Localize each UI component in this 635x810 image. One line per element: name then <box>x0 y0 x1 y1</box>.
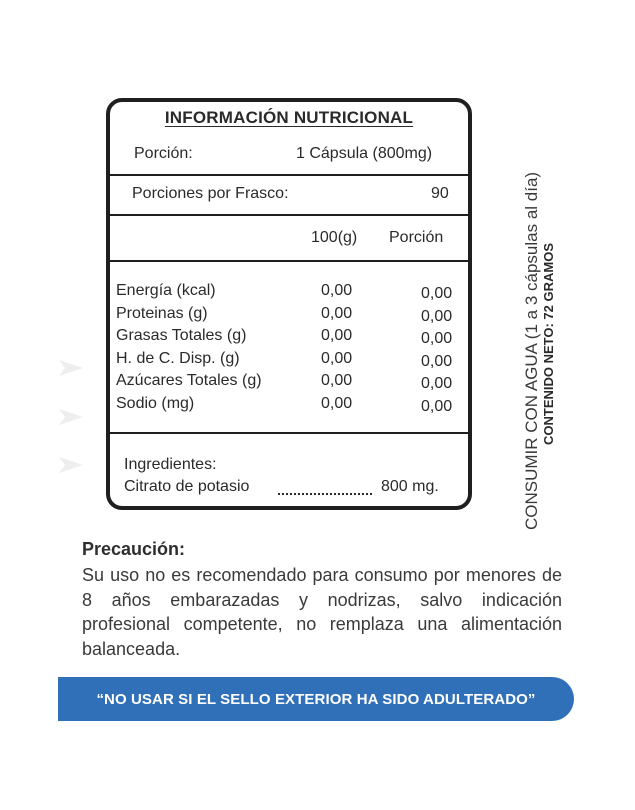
portion-value: 1 Cápsula (800mg) <box>296 145 433 162</box>
usage-instructions: CONSUMIR CON AGUA (1 a 3 cápsulas al día) <box>522 171 541 530</box>
nutrient-value: 0,00 <box>421 307 453 325</box>
servings-label: Porciones por Frasco: <box>132 185 289 202</box>
portion-label: Porción: <box>134 145 193 162</box>
divider <box>110 260 468 262</box>
nutrition-panel <box>106 98 472 510</box>
column-header-100g: 100(g) <box>311 229 358 246</box>
ingredient-amount: 800 mg. <box>381 478 439 495</box>
precaution-text: Su uso no es recomendado para consumo por menores de 8 años embarazadas y nodrizas, salvo indicación profesional competente, no remplaza una alimentación balanceada. <box>82 565 562 659</box>
nutrient-name: Proteinas (g) <box>116 304 208 322</box>
nutrient-name: Sodio (mg) <box>116 394 195 412</box>
nutrient-value: 0,00 <box>321 304 353 322</box>
ingredient-name: Citrato de potasio <box>124 478 250 495</box>
nutrient-values-100g <box>321 280 352 416</box>
nutrient-value: 0,00 <box>321 394 353 412</box>
net-content: CONTENIDO NETO: 72 GRAMOS <box>541 242 556 445</box>
panel-title: INFORMACIÓN NUTRICIONAL <box>164 108 414 127</box>
arrow-icon <box>57 454 85 476</box>
nutrient-values-portion <box>421 283 452 419</box>
nutrient-name: Grasas Totales (g) <box>116 327 247 345</box>
nutrient-value: 0,00 <box>421 330 453 348</box>
nutrient-value: 0,00 <box>321 282 353 299</box>
divider <box>110 214 468 216</box>
arrow-icon <box>57 406 85 428</box>
nutrient-value: 0,00 <box>321 349 353 367</box>
nutrient-name: Azúcares Totales (g) <box>116 372 262 390</box>
nutrient-value: 0,00 <box>421 285 453 302</box>
nutrient-names <box>116 280 262 416</box>
ingredients-label: Ingredientes: <box>124 456 217 473</box>
servings-value: 90 <box>431 185 449 202</box>
divider <box>110 174 468 176</box>
arrow-icon <box>57 357 85 379</box>
divider <box>110 432 468 434</box>
dotted-leader <box>278 493 372 495</box>
nutrient-value: 0,00 <box>321 327 353 345</box>
column-header-portion: Porción <box>389 229 444 246</box>
precaution-title: Precaución: <box>82 539 186 559</box>
warning-banner <box>58 677 574 721</box>
nutrient-name: Energía (kcal) <box>116 282 216 299</box>
nutrient-name: H. de C. Disp. (g) <box>116 349 240 367</box>
nutrient-value: 0,00 <box>321 372 353 390</box>
nutrient-value: 0,00 <box>421 352 453 370</box>
warning-text: “NO USAR SI EL SELLO EXTERIOR HA SIDO ADULTERADO” <box>96 690 536 708</box>
nutrient-value: 0,00 <box>421 397 453 415</box>
nutrient-value: 0,00 <box>421 375 453 393</box>
